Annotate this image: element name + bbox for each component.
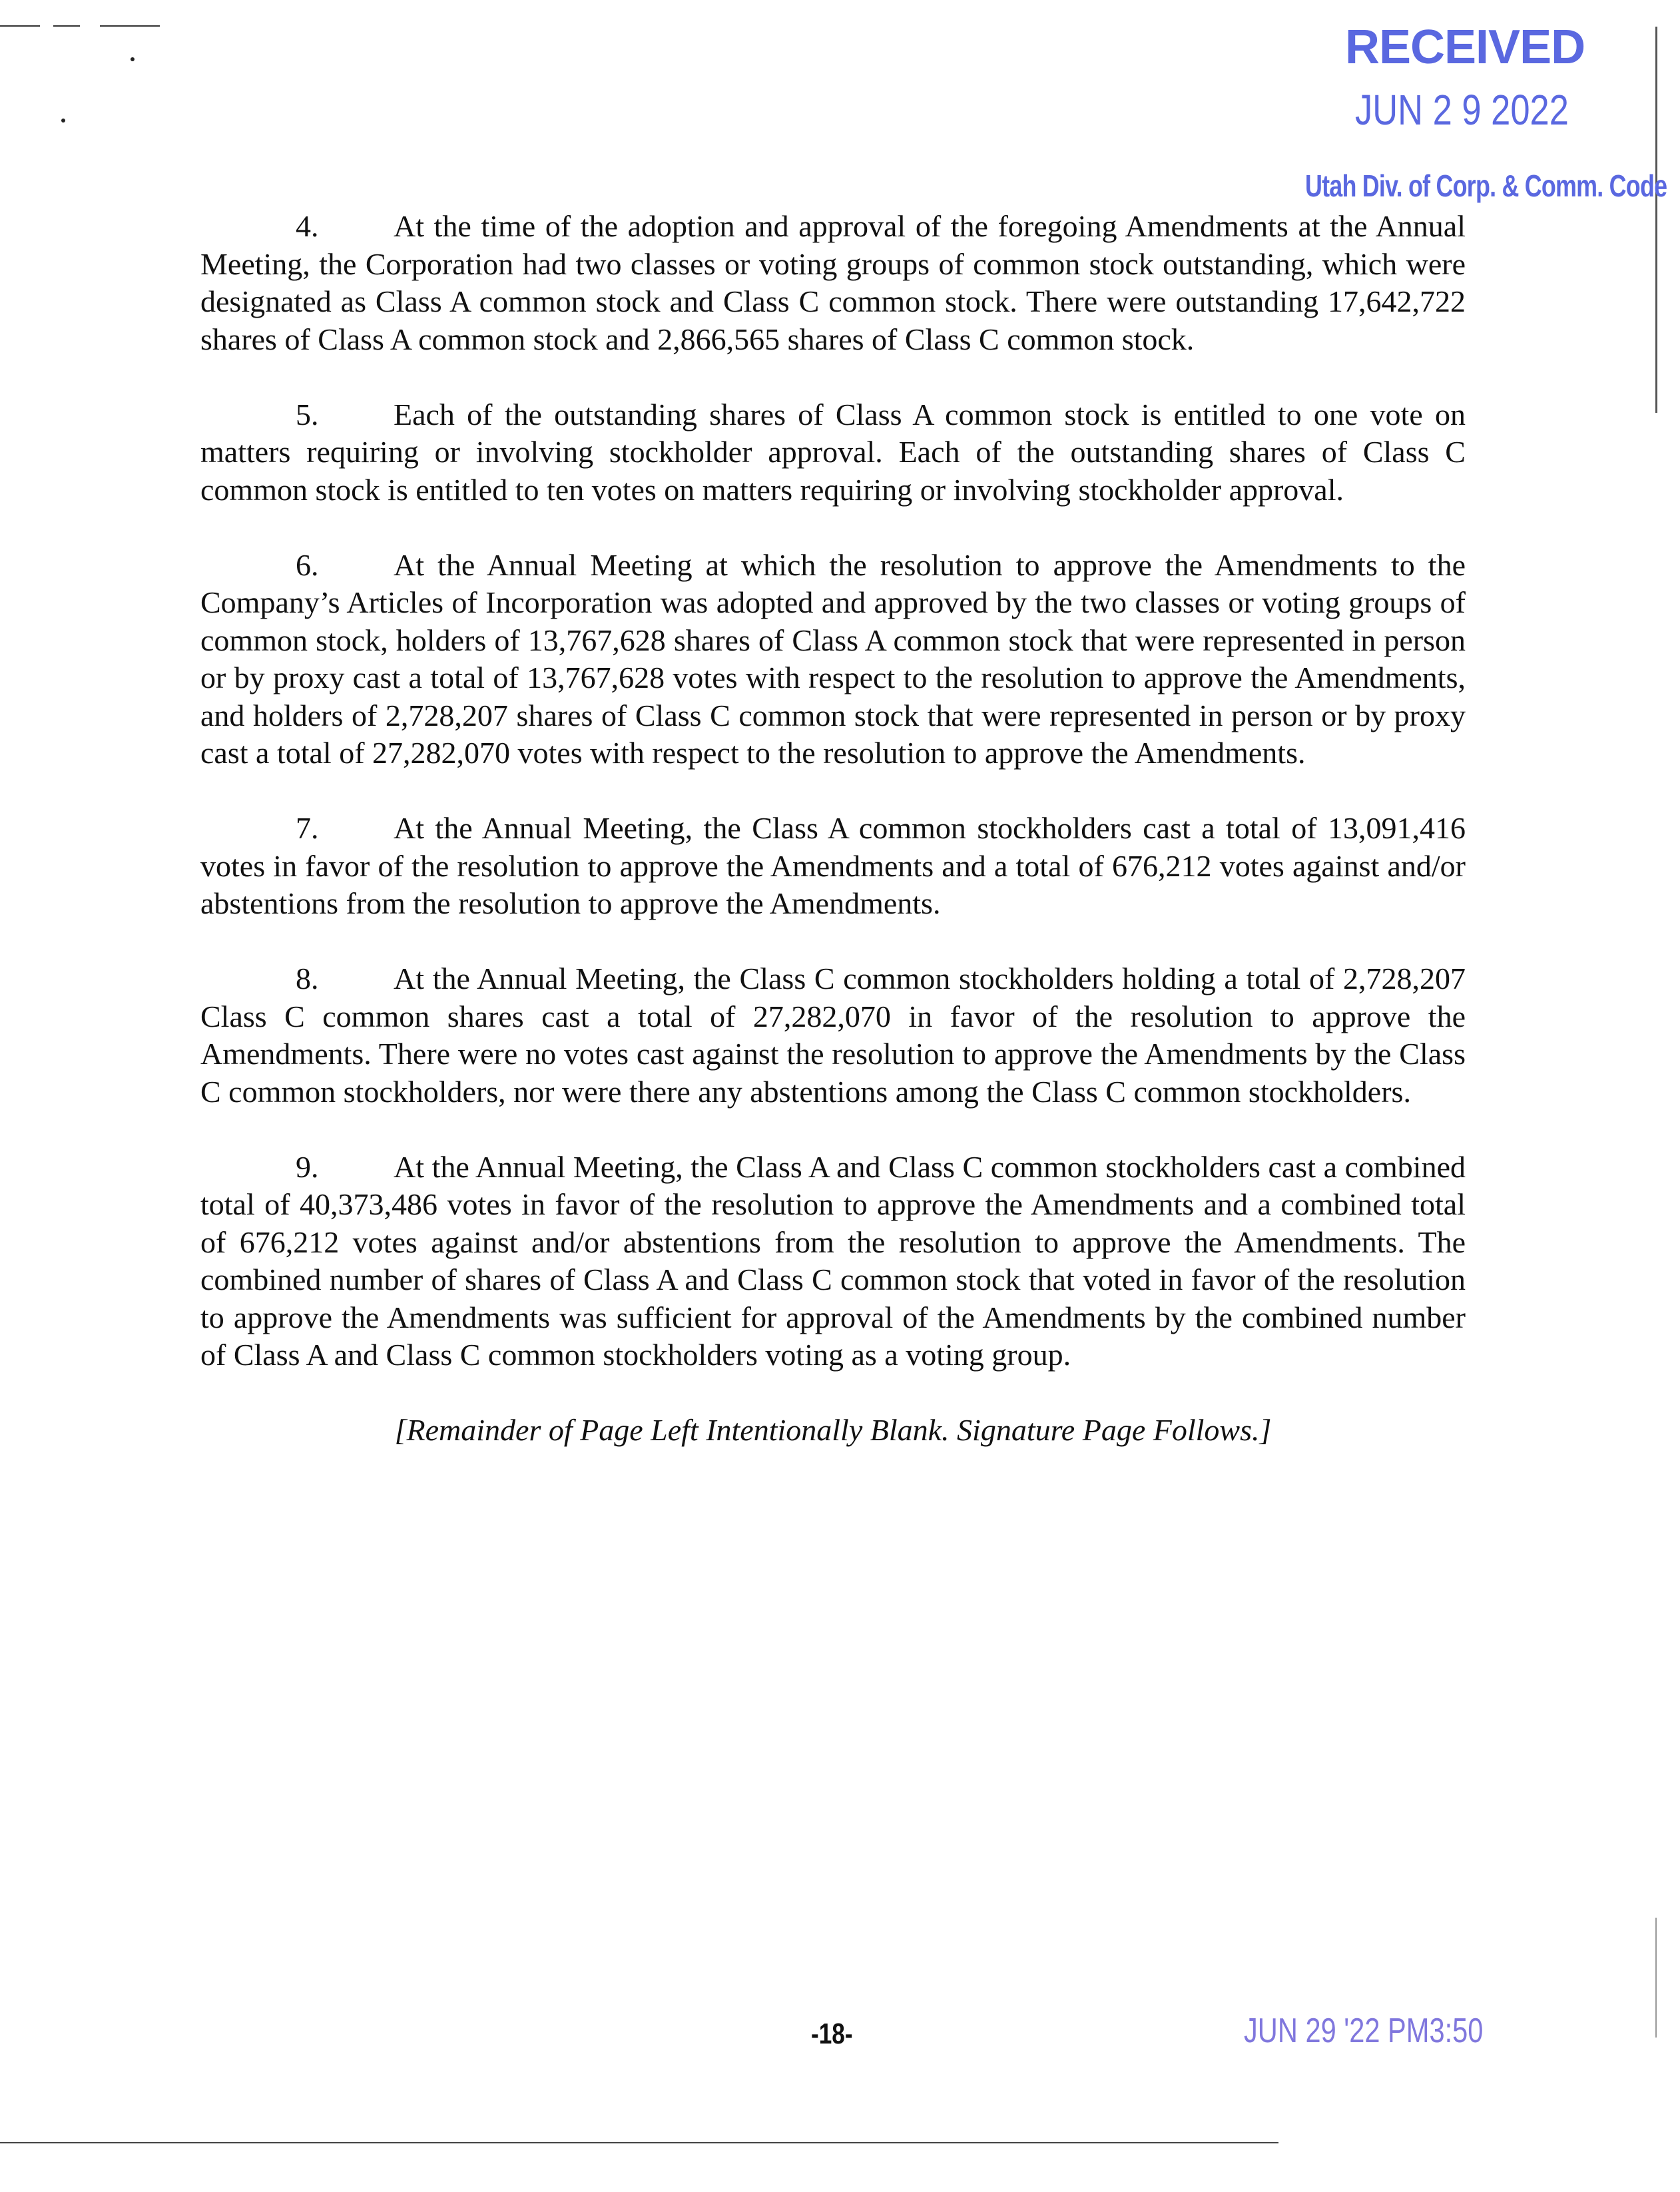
- paragraph-number: 6.: [296, 547, 319, 582]
- scan-edge-right: [1655, 1918, 1657, 2038]
- scan-edge-right: [1655, 27, 1657, 413]
- paragraph-number: 7.: [296, 811, 319, 845]
- office-stamp: Utah Div. of Corp. & Comm. Code: [1305, 168, 1667, 203]
- scan-speck: [61, 119, 65, 123]
- paragraph-text: At the time of the adoption and approval of the foregoing Amendments at the Annual Meeting, the Corporation had two classes or voting groups of common stock outstanding, which were designated as Class A common stock and Class C common stock. There were outstanding 17,642,722 shares of Class A common stock and 2,866,565 shares of Class C common stock.: [200, 209, 1466, 356]
- paragraph-text: At the Annual Meeting, the Class A common stockholders cast a total of 13,091,416 votes in favor of the resolution to approve the Amendments and a total of 676,212 votes against and/or abstentions from the resolution to approve the Amendments.: [200, 811, 1466, 920]
- received-stamp: RECEIVED: [1345, 21, 1585, 74]
- remainder-note: [Remainder of Page Left Intentionally Blank. Signature Page Follows.]: [394, 1413, 1272, 1447]
- paragraph-number: 5.: [296, 397, 319, 431]
- page-number: -18-: [811, 2018, 853, 2050]
- paragraph-number: 4.: [296, 209, 319, 243]
- paragraph-9: [200, 1149, 1466, 1374]
- scan-speck: [131, 57, 135, 61]
- received-date-stamp: JUN 2 9 2022: [1355, 86, 1569, 134]
- paragraph-number: 8.: [296, 961, 319, 995]
- paragraph-text: At the Annual Meeting at which the resolution to approve the Amendments to the Company’s Articles of Incorporation was adopted and approved by the two classes or voting groups of common stock, holders of 13,767,628 shares of Class A common stock that were represented in person or by proxy cast a total of 13,767,628 votes with respect to the resolution to approve the Amendments, and holders of 2,728,207 shares of Class C common stock that were represented in person or by proxy cast a total of 27,282,070 votes with respect to the resolution to approve the Amendments.: [200, 547, 1466, 770]
- scan-mark-top: [100, 25, 160, 27]
- paragraph-7: [200, 810, 1466, 923]
- paragraph-8: [200, 960, 1466, 1111]
- document-body: [200, 208, 1466, 1480]
- paragraph-6: [200, 547, 1466, 772]
- paragraph-5: [200, 396, 1466, 509]
- filed-time-stamp: JUN 29 '22 PM3:50: [1244, 2012, 1484, 2050]
- scan-edge-bottom: [0, 2142, 1278, 2143]
- scan-mark-top: [0, 25, 40, 27]
- paragraph-text: Each of the outstanding shares of Class A common stock is entitled to one vote on matters requiring or involving stockholder approval. Each of the outstanding shares of Class C common stock is entitled to ten votes on matters requiring or involving stockholder approval.: [200, 397, 1466, 507]
- paragraph-text: At the Annual Meeting, the Class A and Class C common stockholders cast a combined total of 40,373,486 votes in favor of the resolution to approve the Amendments and a combined total of 676,212 votes against and/or abstentions from the resolution to approve the Amendments. The combined number of shares of Class A and Class C common stock that voted in favor of the resolution to approve the Amendments was sufficient for approval of the Amendments by the combined number of Class A and Class C common stockholders voting as a voting group.: [200, 1149, 1466, 1372]
- paragraph-text: At the Annual Meeting, the Class C common stockholders holding a total of 2,728,207 Class C common shares cast a total of 27,282,070 in favor of the resolution to approve the Amendments. There were no votes cast against the resolution to approve the Amendments by the Class C common stockholders, nor were there any abstentions among the Class C common stockholders.: [200, 961, 1466, 1109]
- scan-mark-top: [53, 25, 80, 27]
- paragraph-number: 9.: [296, 1149, 319, 1184]
- paragraph-4: [200, 208, 1466, 358]
